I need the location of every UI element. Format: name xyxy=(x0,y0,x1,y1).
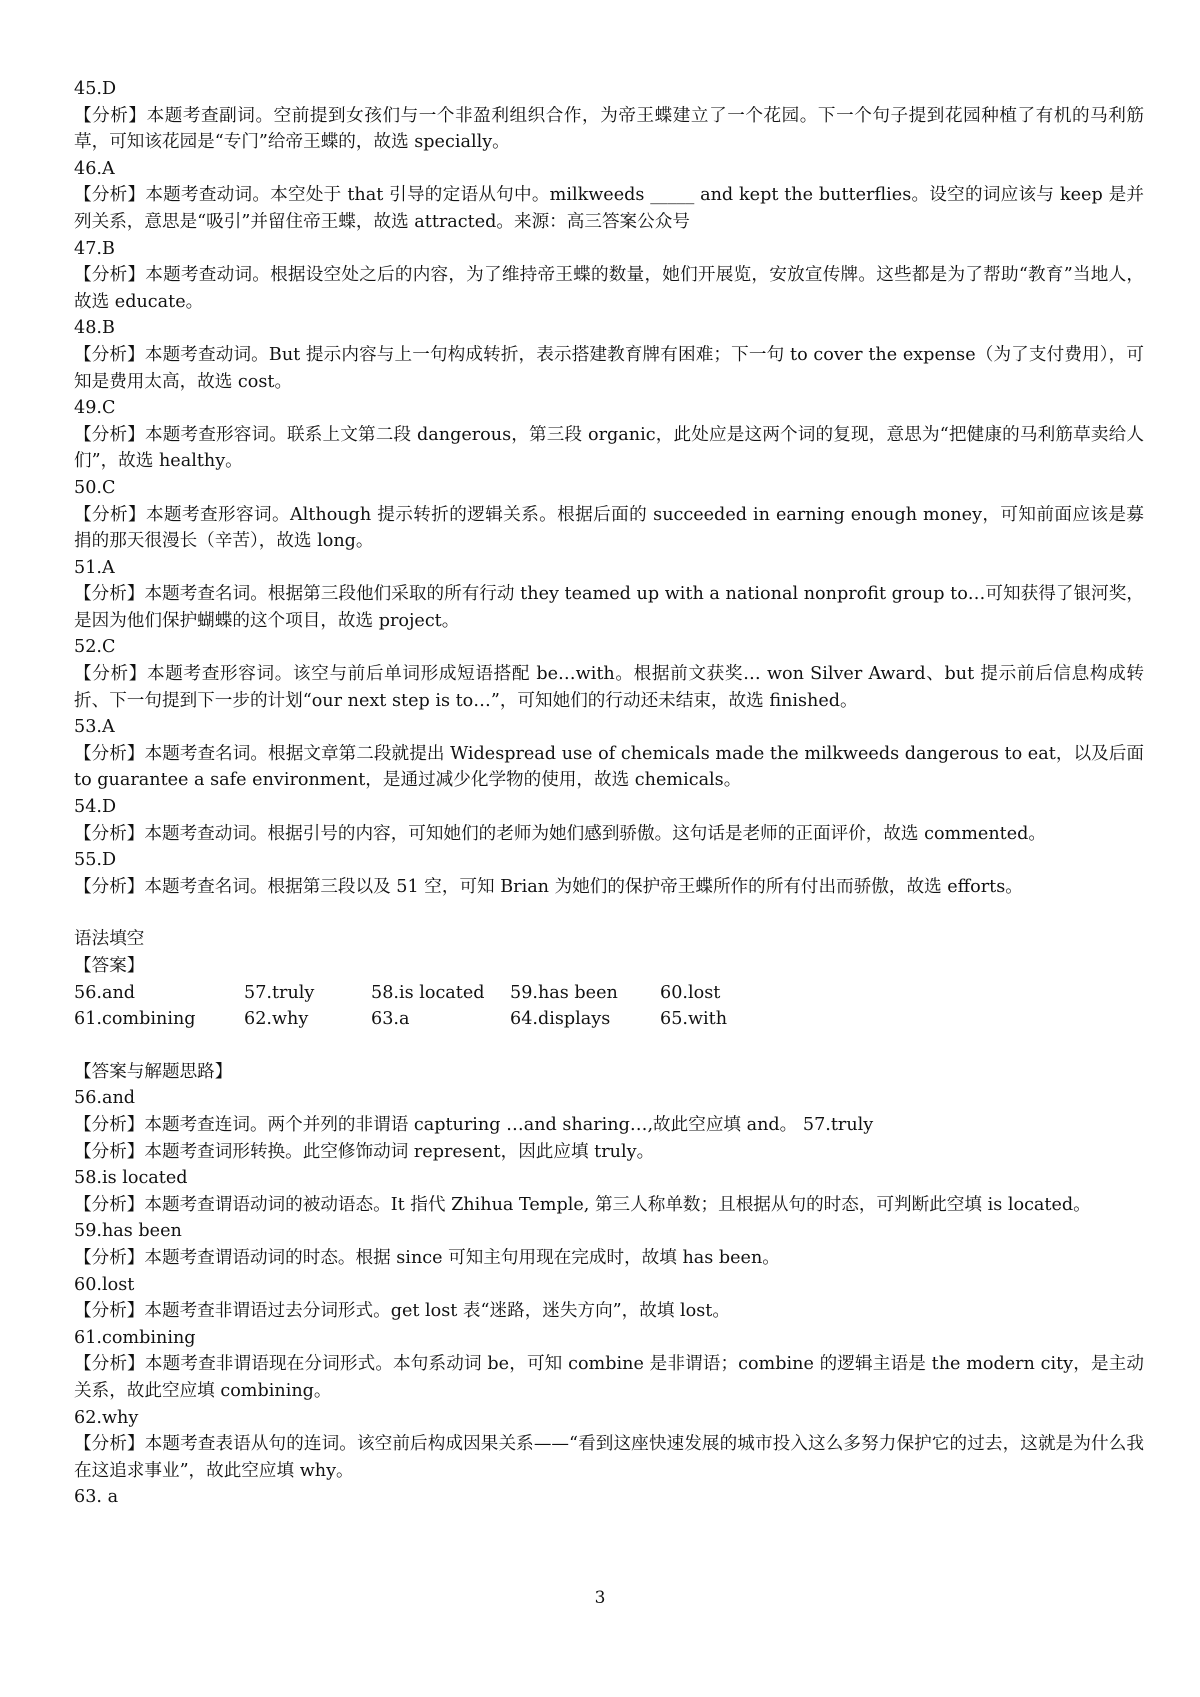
answer-grid xyxy=(74,980,1144,1033)
answer-line: 58.is located xyxy=(74,1168,188,1189)
answer-cell: 63.a xyxy=(371,1009,410,1030)
answer-line: 54.D xyxy=(74,797,117,818)
answer-line: 55.D xyxy=(74,850,117,871)
analysis-paragraph: 【分析】本题考查谓语动词的时态。根据 since 可知主句用现在完成时，故填 has been。 xyxy=(74,1247,780,1268)
answer-line: 59.has been xyxy=(74,1221,182,1242)
answer-line: 56.and xyxy=(74,1088,136,1109)
analysis-paragraph: 【分析】本题考查动词。But 提示内容与上一句构成转折，表示搭建教育牌有困难；下一句 to cover the expense（为了支付费用），可知是费用太高，故选 cost。 xyxy=(74,344,1144,392)
analysis-paragraph: 【分析】本题考查形容词。Although 提示转折的逻辑关系。根据后面的 succeeded in earning enough money，可知前面应该是募捐的那天很漫长（辛苦），故选 long。 xyxy=(74,504,1144,552)
explanation-heading: 【答案与解题思路】 xyxy=(74,1061,233,1082)
analysis-paragraph: 【分析】本题考查副词。空前提到女孩们与一个非盈利组织合作，为帝王蝶建立了一个花园。下一个句子提到花园种植了有机的马利筋草，可知该花园是“专门”给帝王蝶的，故选 specially。 xyxy=(74,105,1144,153)
answer-line: 60.lost xyxy=(74,1274,135,1295)
analysis-paragraph: 【分析】本题考查名词。根据文章第二段就提出 Widespread use of chemicals made the milkweeds dangerous to eat，以及后面 to guarantee a safe environment，是通过减少化学物的使用，故选 chemicals。 xyxy=(74,743,1144,791)
analysis-paragraph: 【分析】本题考查词形转换。此空修饰动词 represent，因此应填 truly。 xyxy=(74,1141,655,1162)
answer-cell: 56.and xyxy=(74,982,136,1003)
answer-cell: 62.why xyxy=(244,1009,309,1030)
page-number: 3 xyxy=(594,1588,606,1608)
answer-line: 45.D xyxy=(74,79,117,99)
answer-heading: 【答案】 xyxy=(74,956,145,976)
answer-line: 63. a xyxy=(74,1487,119,1508)
analysis-paragraph: 【分析】本题考查形容词。该空与前后单词形成短语搭配 be…with。根据前文获奖… won Silver Award、but 提示前后信息构成转折、下一句提到下一步的计划“our next step is to…”，可知她们的行动还未结束，故选 finished。 xyxy=(74,664,1144,711)
document-body xyxy=(74,76,1144,1511)
analysis-paragraph: 【分析】本题考查连词。两个并列的非谓语 capturing …and sharing…,故此空应填 and。 57.truly xyxy=(74,1114,874,1135)
grammar-section-title: 语法填空 xyxy=(74,929,145,950)
answer-line: 46.A xyxy=(74,158,115,179)
answer-cell: 59.has been xyxy=(510,982,618,1003)
answer-line: 61.combining xyxy=(74,1327,196,1348)
analysis-paragraph: 【分析】本题考查谓语动词的被动语态。It 指代 Zhihua Temple, 第三人称单数；且根据从句的时态，可判断此空填 is located。 xyxy=(74,1194,1091,1215)
analysis-paragraph: 【分析】本题考查非谓语过去分词形式。get lost 表“迷路，迷失方向”，故填 lost。 xyxy=(74,1301,730,1322)
answer-cell: 64.displays xyxy=(510,1009,611,1030)
analysis-paragraph: 【分析】本题考查动词。根据设空处之后的内容，为了维持帝王蝶的数量，她们开展览，安放宣传牌。这些都是为了帮助“教育”当地人，故选 educate。 xyxy=(74,265,1144,312)
analysis-paragraph: 【分析】本题考查形容词。联系上文第二段 dangerous，第三段 organic，此处应是这两个词的复现，意思为“把健康的马利筋草卖给人们”，故选 healthy。 xyxy=(74,424,1144,472)
cloze-answer-section xyxy=(74,76,1144,900)
answer-cell: 58.is located xyxy=(371,982,485,1003)
answer-line: 62.why xyxy=(74,1407,139,1428)
answer-line: 47.B xyxy=(74,238,115,259)
answer-line: 51.A xyxy=(74,557,115,578)
answer-grid-row xyxy=(74,1006,1144,1033)
answer-line: 50.C xyxy=(74,477,116,498)
answer-cell: 61.combining xyxy=(74,1009,196,1030)
answer-grid-row xyxy=(74,980,1144,1007)
answer-cell: 60.lost xyxy=(660,982,721,1003)
answer-cell: 57.truly xyxy=(244,982,315,1003)
analysis-paragraph: 【分析】本题考查动词。根据引号的内容，可知她们的老师为她们感到骄傲。这句话是老师的正面评价，故选 commented。 xyxy=(74,823,1046,844)
analysis-paragraph: 【分析】本题考查非谓语现在分词形式。本句系动词 be，可知 combine 是非谓语；combine 的逻辑主语是 the modern city，是主动关系，故此空应填 combining。 xyxy=(74,1354,1145,1401)
answer-line: 48.B xyxy=(74,318,115,339)
analysis-paragraph: 【分析】本题考查动词。本空处于 that 引导的定语从句中。milkweeds _____ and kept the butterflies。设空的词应该与 keep 是并列关系，意思是“吸引”并留住帝王蝶，故选 attracted。来源：高三答案公众号 xyxy=(74,185,1144,232)
analysis-paragraph: 【分析】本题考查名词。根据第三段以及 51 空，可知 Brian 为她们的保护帝王蝶所作的所有付出而骄傲，故选 efforts。 xyxy=(74,876,1023,897)
analysis-paragraph: 【分析】本题考查名词。根据第三段他们采取的所有行动 they teamed up with a national nonprofit group to…可知获得了银河奖，是因为他们保护蝴蝶的这个项目，故选 project。 xyxy=(74,584,1144,631)
answer-cell: 65.with xyxy=(660,1009,728,1030)
grammar-explanation-section xyxy=(74,1085,1144,1484)
answer-line: 53.A xyxy=(74,717,115,738)
spacer xyxy=(74,1033,1144,1059)
analysis-paragraph: 【分析】本题考查表语从句的连词。该空前后构成因果关系——“看到这座快速发展的城市投入这么多努力保护它的过去，这就是为什么我在这追求事业”，故此空应填 why。 xyxy=(74,1434,1144,1481)
answer-line: 49.C xyxy=(74,398,116,419)
spacer xyxy=(74,900,1144,926)
answer-line: 52.C xyxy=(74,637,116,658)
